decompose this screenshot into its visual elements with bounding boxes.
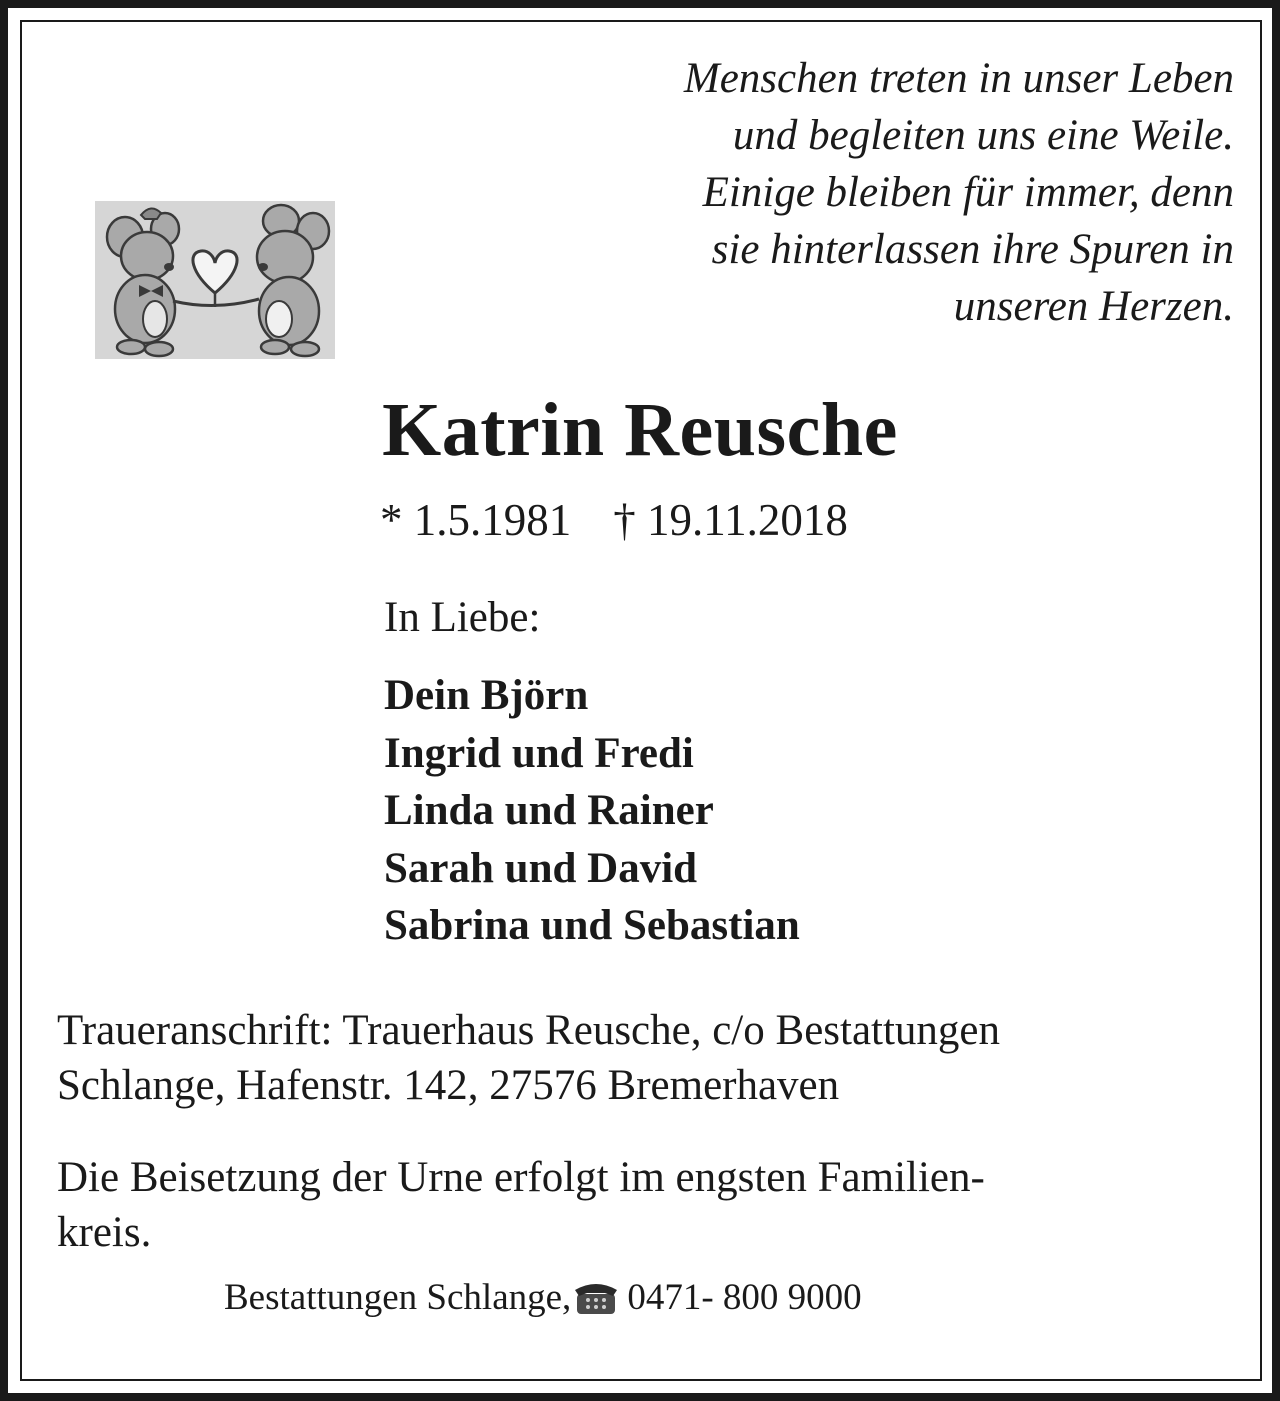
life-dates xyxy=(380,492,848,548)
quote-line: Einige bleiben für immer, denn xyxy=(702,169,1234,216)
quote-line: unseren Herzen. xyxy=(953,283,1234,330)
telephone-icon xyxy=(573,1278,619,1318)
burial-notice xyxy=(57,1150,1237,1260)
mourning-address xyxy=(57,1003,1237,1113)
address-line: Schlange, Hafenstr. 142, 27576 Bremerhaven xyxy=(57,1062,840,1109)
deceased-name: Katrin Reusche xyxy=(382,388,898,472)
address-line: Traueranschrift: Trauerhaus Reusche, c/o Bestattungen xyxy=(57,1007,1001,1054)
birth-date: * 1.5.1981 xyxy=(380,495,572,545)
phone-number: 0471- 800 9000 xyxy=(627,1277,862,1318)
quote-line: Menschen treten in unser Leben xyxy=(683,55,1234,102)
in-love-label: In Liebe: xyxy=(384,594,541,641)
mice-with-heart-icon xyxy=(95,201,335,359)
funeral-home-footer xyxy=(224,1275,862,1321)
mourner-name: Sarah und David xyxy=(384,844,698,892)
mourner-name: Dein Björn xyxy=(384,672,589,719)
mourner-name: Linda und Rainer xyxy=(384,787,714,834)
mourner-name: Ingrid und Fredi xyxy=(384,729,694,777)
memorial-quote xyxy=(534,50,1234,335)
death-date: † 19.11.2018 xyxy=(613,495,848,545)
burial-line: Die Beisetzung der Urne erfolgt im engsten Familien- xyxy=(57,1154,985,1201)
quote-line: sie hinterlassen ihre Spuren in xyxy=(711,226,1234,273)
mourners-list xyxy=(384,667,800,955)
quote-line: und begleiten uns eine Weile. xyxy=(732,112,1234,159)
mourner-name: Sabrina und Sebastian xyxy=(384,902,800,949)
funeral-home-name: Bestattungen Schlange, xyxy=(224,1277,572,1318)
burial-line: kreis. xyxy=(57,1209,152,1256)
